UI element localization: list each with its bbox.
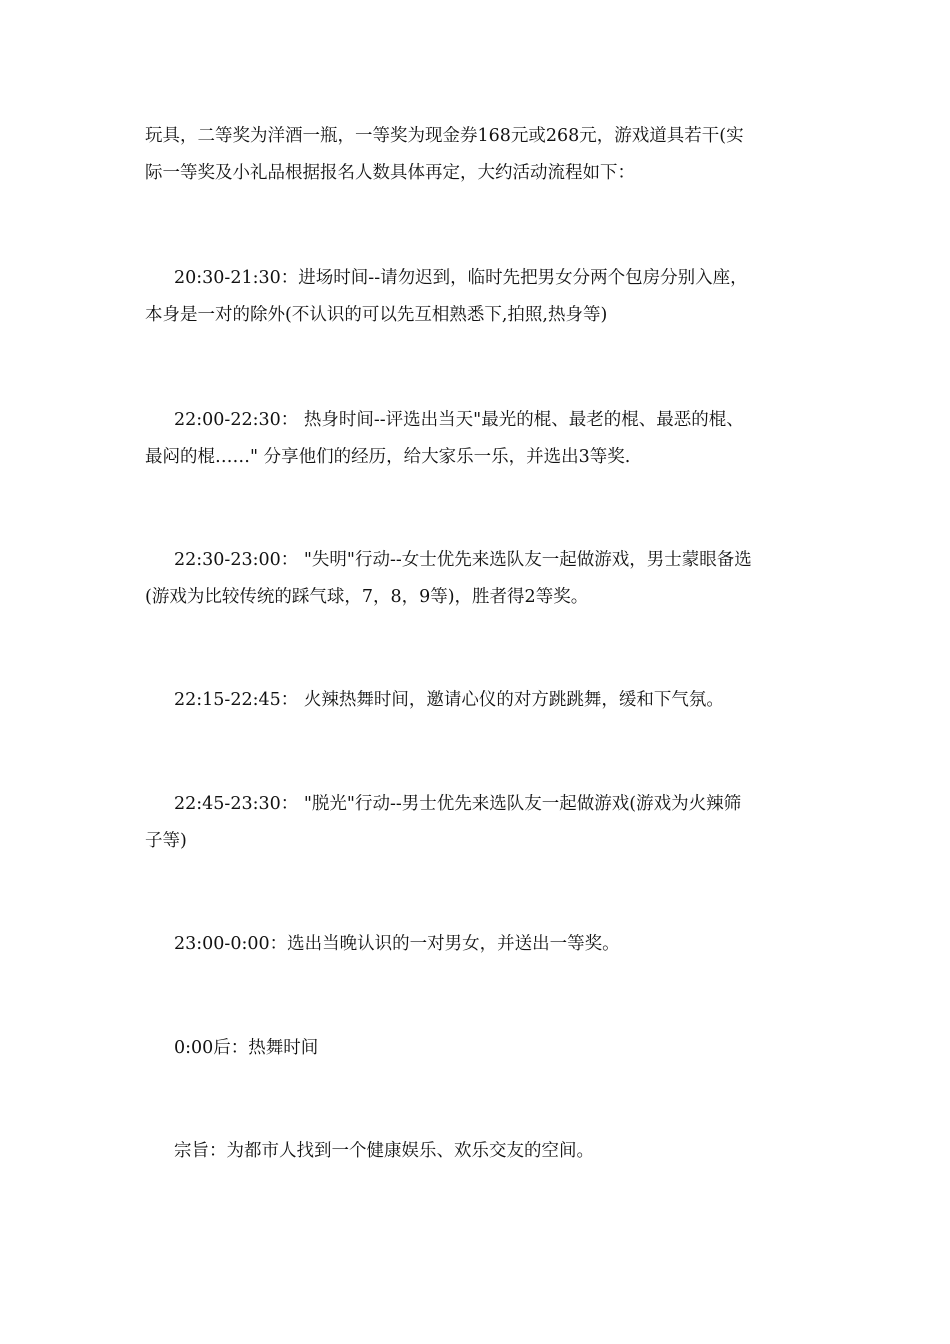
paragraph-line: 23:00-0:00：选出当晚认识的一对男女，并送出一等奖。 — [174, 934, 620, 954]
paragraph-line: 本身是一对的除外(不认识的可以先互相熟悉下,拍照,热身等) — [145, 305, 608, 325]
paragraph-line: 玩具，二等奖为洋酒一瓶，一等奖为现金券168元或268元，游戏道具若干(实 — [145, 126, 744, 146]
paragraph-line: 22:00-22:30： 热身时间--评选出当天"最光的棍、最老的棍、最恶的棍、 — [174, 410, 744, 430]
schedule-paragraph-after-midnight — [145, 1030, 813, 1067]
paragraph-line: 子等) — [145, 831, 187, 851]
schedule-paragraph-arrival — [145, 260, 813, 334]
schedule-paragraph-warmup — [145, 402, 813, 476]
paragraph-line: 22:45-23:30： "脱光"行动--男士优先来选队友一起做游戏(游戏为火辣筛 — [174, 794, 742, 814]
paragraph-line: 宗旨：为都市人找到一个健康娱乐、欢乐交友的空间。 — [174, 1141, 594, 1161]
schedule-paragraph-first-prize — [145, 926, 813, 963]
paragraph-line: 22:30-23:00： "失明"行动--女士优先来选队友一起做游戏，男士蒙眼备选 — [174, 550, 752, 570]
schedule-paragraph-game-two — [145, 786, 813, 860]
schedule-paragraph-blind-game — [145, 542, 813, 616]
purpose-paragraph — [145, 1133, 813, 1170]
paragraph-line: 0:00后：热舞时间 — [174, 1038, 319, 1058]
intro-paragraph — [145, 118, 813, 192]
paragraph-line: 际一等奖及小礼品根据报名人数具体再定，大约活动流程如下： — [145, 163, 635, 183]
paragraph-line: 22:15-22:45： 火辣热舞时间，邀请心仪的对方跳跳舞，缓和下气氛。 — [174, 690, 724, 710]
paragraph-line: (游戏为比较传统的踩气球，7，8，9等)，胜者得2等奖。 — [145, 587, 589, 607]
paragraph-line: 20:30-21:30：进场时间--请勿迟到，临时先把男女分两个包房分别入座， — [174, 268, 748, 288]
paragraph-line: 最闷的棍……" 分享他们的经历，给大家乐一乐，并选出3等奖. — [145, 447, 631, 467]
schedule-paragraph-dance — [145, 682, 813, 719]
